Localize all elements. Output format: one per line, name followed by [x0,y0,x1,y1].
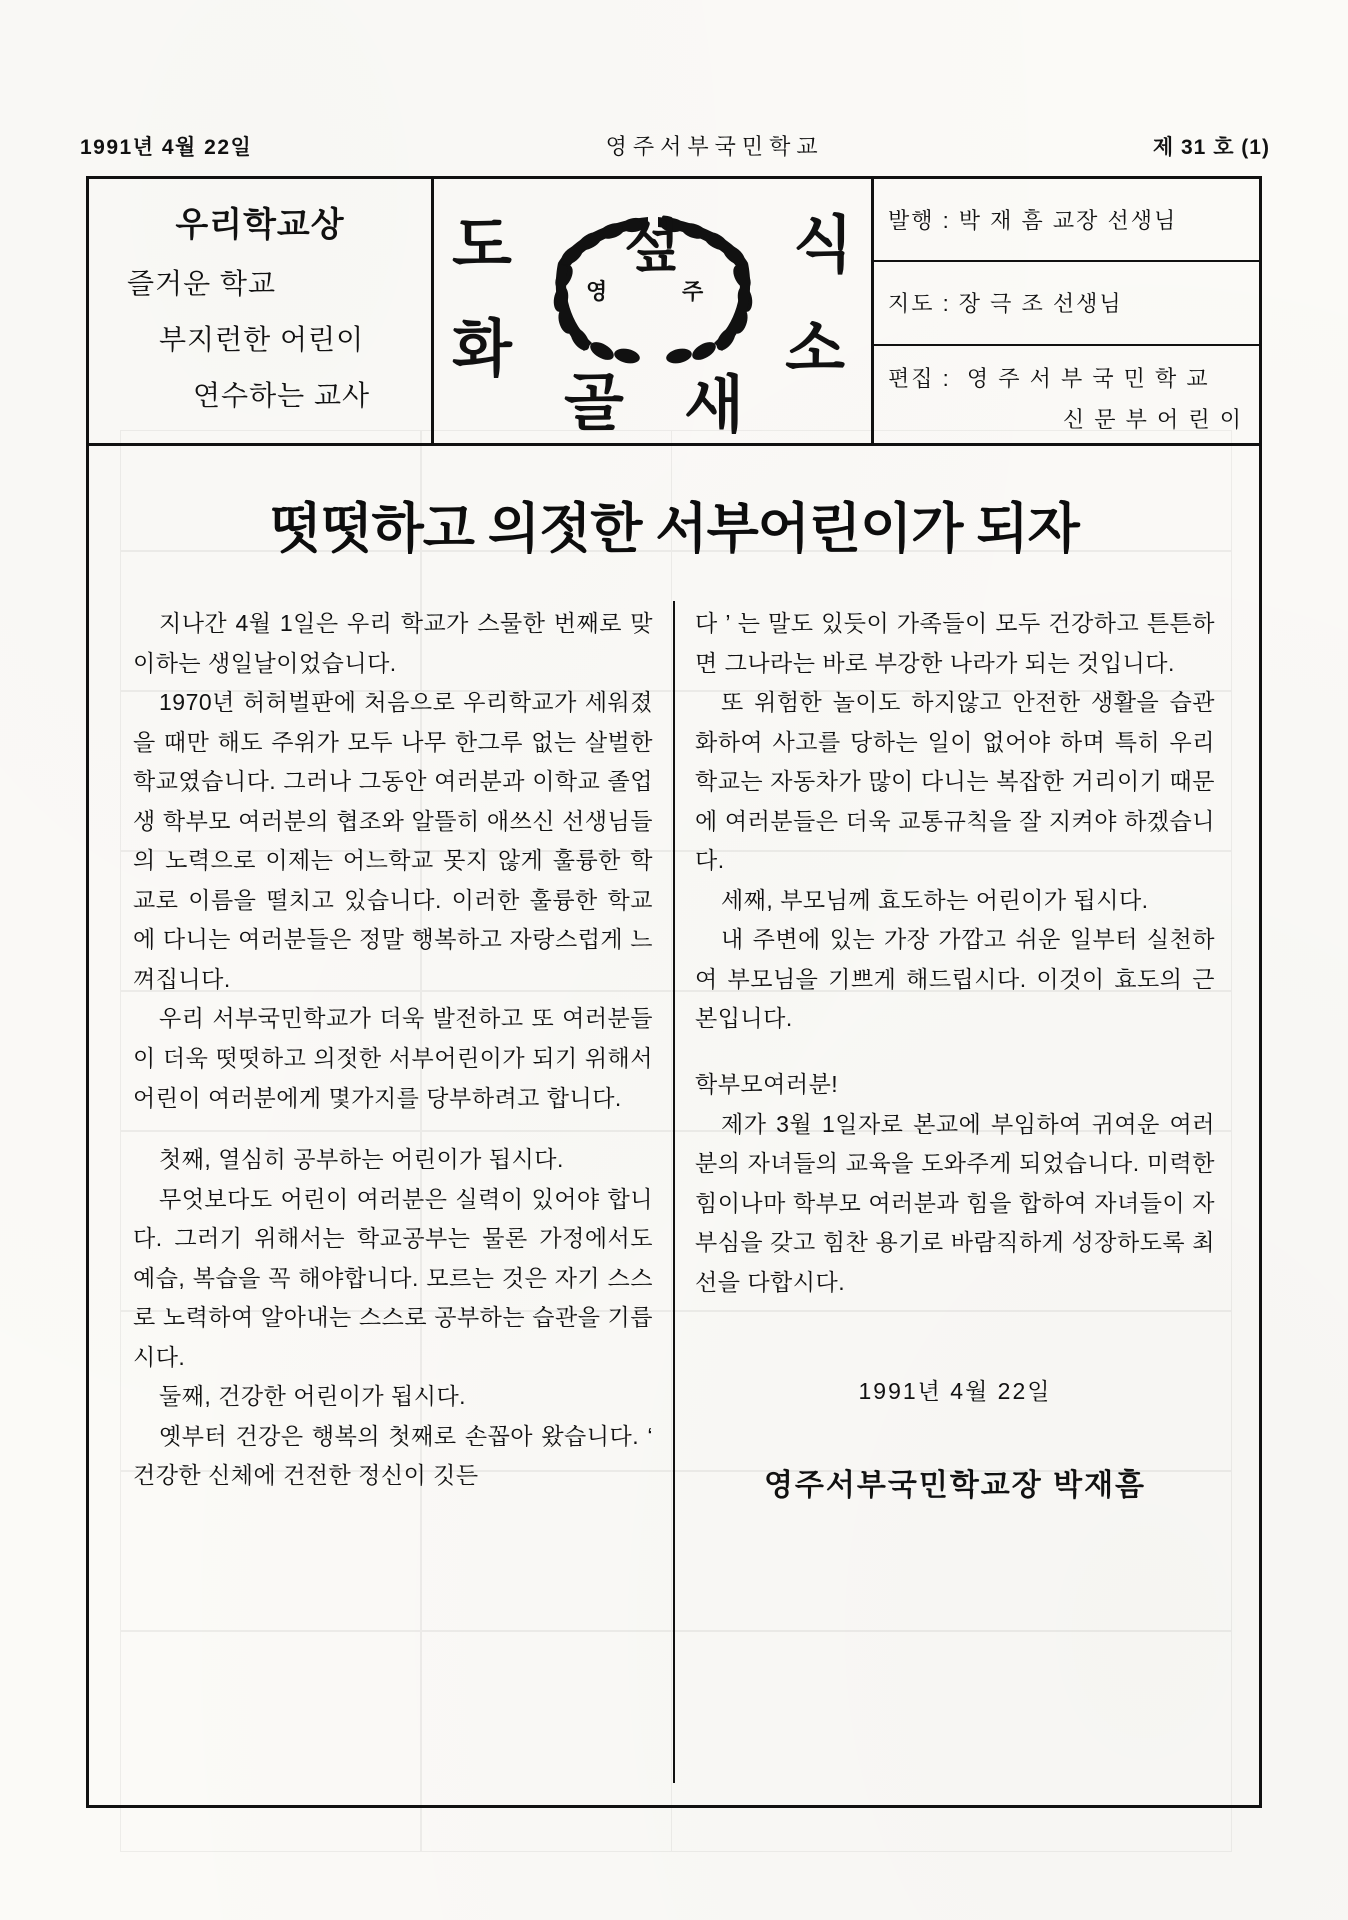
credit-label-advisor: 지도 : [888,291,951,317]
paragraph: 내 주변에 있는 가장 가깝고 쉬운 일부터 실천하여 부모님을 기쁘게 해드립시다. 이것이 효도의 근본입니다. [695,926,1215,1032]
motto-line-3: 연수하는 교사 [193,380,371,411]
credit-row-publisher [874,179,1259,262]
credit-row-editor [874,346,1259,443]
column-divider [673,601,675,1783]
paragraph: 세째, 부모님께 효도하는 어린이가 됩시다. [721,886,1149,913]
school-motto-panel [89,179,434,443]
logo-char-do: 도 [452,211,512,280]
article-container [86,446,1262,1808]
paragraph: 옛부터 건강은 행복의 첫째로 손꼽아 왔습니다. ‘ 건강한 신체에 건전한 정신이 깃든 [133,1422,653,1489]
newspaper-logo-panel [434,179,874,443]
paragraph: 제가 3월 1일자로 본교에 부임하여 귀여운 여러분의 자녀들의 교육을 도와주게 되었습니다. 미력한 힘이나마 학부모 여러분과 힘을 합하여 자녀들이 자부심을 갖고 힘찬 용기로 바람직하게 성장하도록 최선을 다합시다. [695,1110,1215,1295]
logo-char-yeong: 영 [586,279,608,304]
salutation: 학부모여러분! [695,1071,839,1098]
logo-char-sik: 식 [793,211,853,280]
issue-date: 1991년 4월 22일 [80,136,253,159]
issue-number: 제 31 호 (1) [1152,136,1270,159]
credit-value-publisher: 박 재 흠 교장 선생님 [958,208,1178,234]
paragraph: 우리 서부국민학교가 더욱 발전하고 또 여러분들이 더욱 떳떳하고 의젓한 서부어린이가 되기 위해서 어린이 여러분에게 몇가지를 당부하려고 합니다. [133,1005,653,1111]
credit-row-advisor [874,262,1259,345]
logo-char-hwa: 화 [452,315,512,384]
paragraph: 첫째, 열심히 공부하는 어린이가 됩시다. [159,1146,564,1173]
signature-name: 영주서부국민학교장 박재흠 [763,1468,1147,1502]
logo-char-center: 섶 [624,214,681,279]
logo-char-ju: 주 [682,279,704,304]
motto-line-2: 부지런한 어린이 [159,324,365,355]
motto-line-1: 즐거운 학교 [127,268,277,299]
article-column-left [133,604,653,1496]
credit-value-editor-2: 신 문 부 어 린 이 [1062,406,1243,432]
logo-char-so: 소 [785,315,845,384]
masthead-topline [80,130,1270,161]
logo-char-gol: 골 [564,369,624,438]
credit-value-editor: 영 주 서 부 국 민 학 교 [966,365,1210,391]
logo-char-sae: 새 [684,371,744,440]
credits-panel [874,179,1259,443]
credit-label-publisher: 발행 : [888,208,951,234]
paragraph: 지나간 4월 1일은 우리 학교가 스물한 번째로 맞이하는 생일날이었습니다. [133,610,653,676]
article-headline: 떳떳하고 의젓한 서부어린이가 되자 [269,499,1079,559]
paragraph: 또 위험한 놀이도 하지않고 안전한 생활을 습관화하여 사고를 당하는 일이 없어야 하며 특히 우리학교는 자동차가 많이 다니는 복잡한 거리이기 때문에 여러분들은 더욱 교통규칙을 잘 지켜야 하겠습니다. [695,689,1215,874]
article-column-right [695,604,1215,1511]
credit-label-editor: 편집 : [888,365,951,391]
signature-date: 1991년 4월 22일 [858,1378,1052,1405]
credit-value-advisor: 장 극 조 선생님 [958,291,1123,317]
masthead [86,176,1262,446]
paragraph: 무엇보다도 어린이 여러분은 실력이 있어야 합니다. 그러기 위해서는 학교공부는 물론 가정에서도 예습, 복습을 꼭 해야합니다. 모르는 것은 자기 스스로 노력하여 알아내는 스스로 공부하는 습관을 기릅시다. [133,1185,653,1370]
paragraph: 둘째, 건강한 어린이가 됩시다. [159,1383,467,1410]
motto-title: 우리학교상 [175,206,345,244]
school-name: 영주서부국민학교 [605,134,824,159]
paragraph: 다 ’ 는 말도 있듯이 가족들이 모두 건강하고 튼튼하면 그나라는 바로 부강한 나라가 되는 것입니다. [695,610,1215,676]
paragraph: 1970년 허허벌판에 처음으로 우리학교가 세워졌을 때만 해도 주위가 모두 나무 한그루 없는 살벌한 학교였습니다. 그러나 그동안 여러분과 이학교 졸업생 학부모 여러분의 협조와 알뜰히 애쓰신 선생님들의 노력으로 이제는 어느학교 못지 않게 훌륭한 학교로 이름을 떨치고 있습니다. 이러한 훌륭한 학교에 다니는 여러분들은 정말 행복하고 자랑스럽게 느껴집니다. [133,689,653,992]
